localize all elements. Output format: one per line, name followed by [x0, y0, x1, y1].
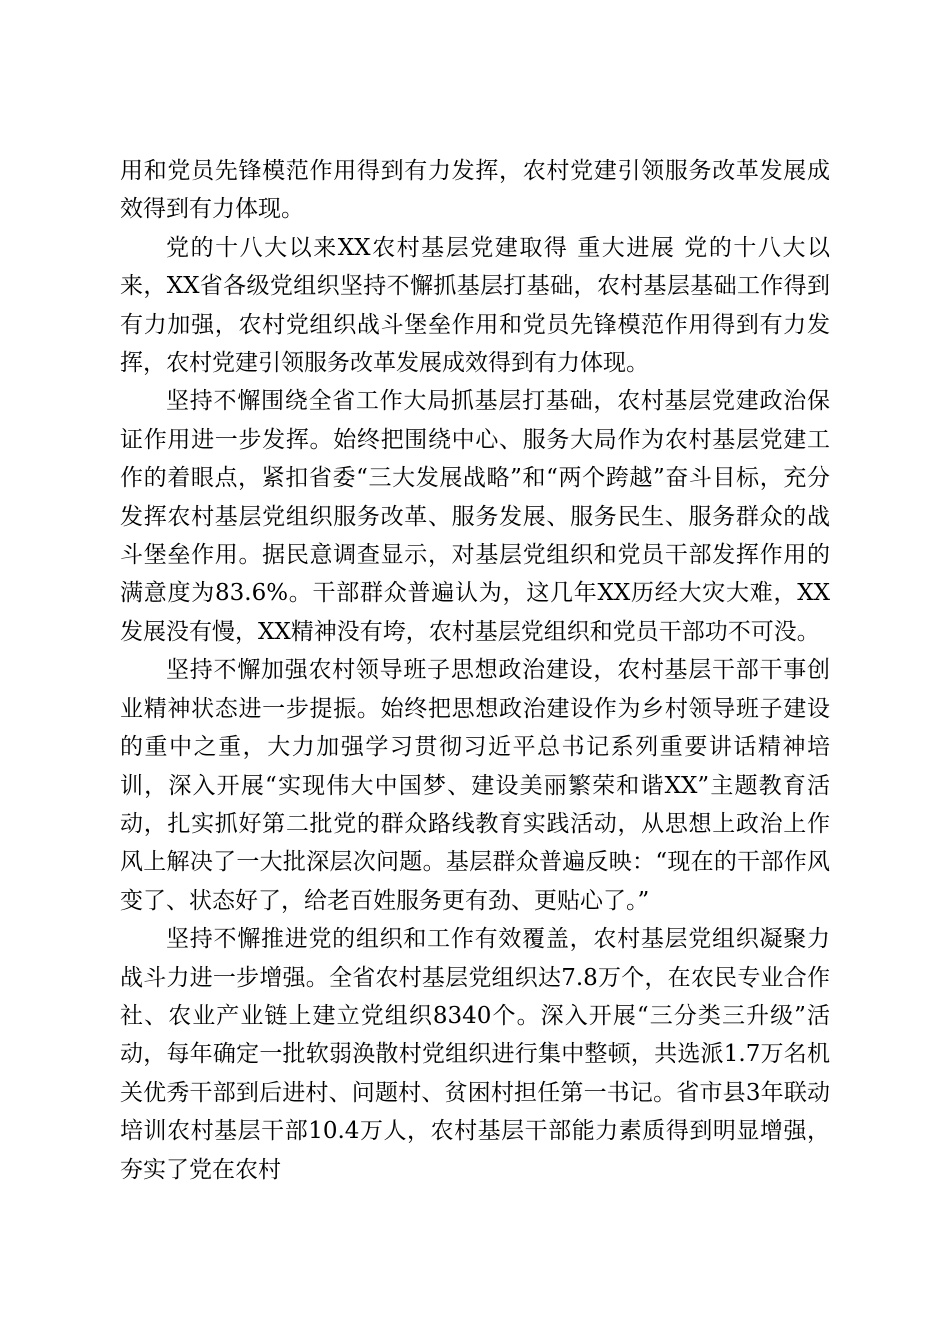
paragraph-continuation: 用和党员先锋模范作用得到有力发挥，农村党建引领服务改革发展成效得到有力体现。 [120, 158, 830, 223]
document-body [120, 152, 830, 1189]
paragraph-political-guarantee: 坚持不懈围绕全省工作大局抓基层打基础，农村基层党建政治保证作用进一步发挥。始终把围绕中心、服务大局作为农村基层党建工作的着眼点，紧扣省委“三大发展战略”和“两个跨越”奋斗目标，充分发挥农村基层党组织服务改革、服务发展、服务民生、服务群众的战斗堡垒作用。据民意调查显示，对基层党组织和党员干部发挥作用的满意度为83.6%。干部群众普遍认为，这几年XX历经大灾大难，XX发展没有慢，XX精神没有垮，农村基层党组织和党员干部功不可没。 [120, 388, 830, 645]
paragraph-leadership-building: 坚持不懈加强农村领导班子思想政治建设，农村基层干部干事创业精神状态进一步提振。始终把思想政治建设作为乡村领导班子建设的重中之重，大力加强学习贯彻习近平总书记系列重要讲话精神培训，深入开展“实现伟大中国梦、建设美丽繁荣和谐XX”主题教育活动，扎实抓好第二批党的群众路线教育实践活动，从思想上政治上作风上解决了一大批深层次问题。基层群众普遍反映：“现在的干部作风变了、状态好了，给老百姓服务更有劲、更贴心了。” [120, 657, 830, 914]
paragraph-organization-coverage: 坚持不懈推进党的组织和工作有效覆盖，农村基层党组织凝聚力战斗力进一步增强。全省农村基层党组织达7.8万个，在农民专业合作社、农业产业链上建立党组织8340个。深入开展“三分类三升级”活动，每年确定一批软弱涣散村党组织进行集中整顿，共选派1.7万名机关优秀干部到后进村、问题村、贫困村担任第一书记。省市县3年联动培训农村基层干部10.4万人，农村基层干部能力素质得到明显增强，夯实了党在农村 [120, 926, 830, 1183]
paragraph-overview: 党的十八大以来XX农村基层党建取得 重大进展 党的十八大以来，XX省各级党组织坚持不懈抓基层打基础，农村基层基础工作得到有力加强，农村党组织战斗堡垒作用和党员先锋模范作用得到有力发挥，农村党建引领服务改革发展成效得到有力体现。 [120, 234, 830, 377]
